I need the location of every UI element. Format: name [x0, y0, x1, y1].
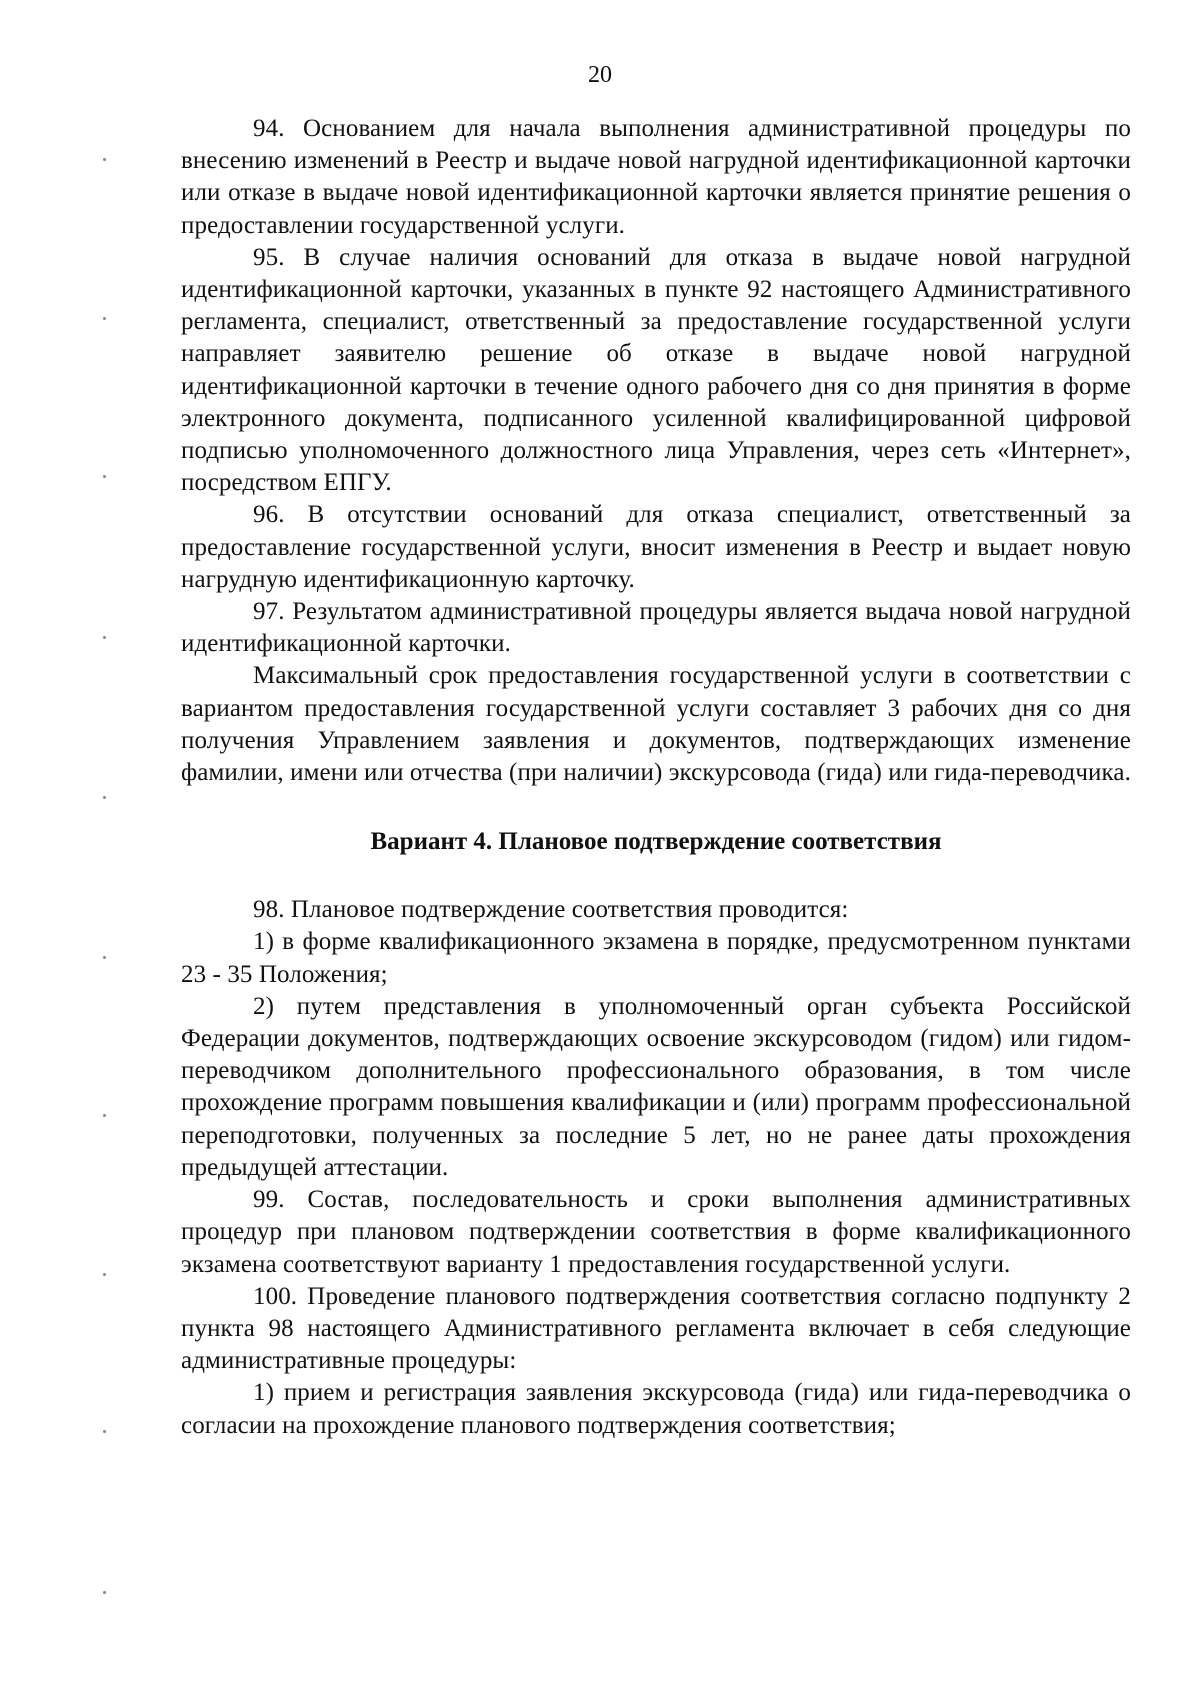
- margin-mark: [103, 158, 106, 161]
- document-body: [181, 113, 1131, 1442]
- paragraph-100: 100. Проведение планового подтверждения соответствия согласно подпункту 2 пункта 98 настоящего Административного регламента включает в себя следующие административные процедуры:: [181, 1282, 1131, 1375]
- section-heading: Вариант 4. Плановое подтверждение соответствия: [370, 828, 942, 856]
- margin-mark: [103, 475, 106, 478]
- paragraph-95: 95. В случае наличия оснований для отказа в выдаче новой нагрудной идентификационной карточки, указанных в пункте 92 настоящего Административного регламента, специалист, ответственный за предоставление государственной услуги направляет заявителю решение об отказе в выдаче новой нагрудной идентификационной карточки в течение одного рабочего дня со дня принятия в форме электронного документа, подписанного усиленной квалифицированной цифровой подписью уполномоченного должностного лица Управления, через сеть «Интернет», посредством ЕПГУ.: [181, 243, 1131, 497]
- margin-mark: [103, 317, 106, 320]
- margin-mark: [103, 796, 106, 799]
- margin-mark: [103, 1591, 106, 1594]
- margin-mark: [103, 1273, 106, 1276]
- margin-mark: [103, 1430, 106, 1433]
- paragraph-99: 99. Состав, последовательность и сроки выполнения административных процедур при плановом подтверждении соответствия в форме квалификационного экзамена соответствуют варианту 1 предоставления государственной услуги.: [181, 1186, 1131, 1278]
- paragraph-98: 98. Плановое подтверждение соответствия проводится:: [253, 896, 849, 924]
- page-number: 20: [588, 62, 612, 88]
- margin-mark: [103, 636, 106, 639]
- paragraph-100-item-1: 1) прием и регистрация заявления экскурсовода (гида) или гида-переводчика о согласии на прохождение планового подтверждения соответствия;: [181, 1379, 1131, 1439]
- margin-mark: [103, 1114, 106, 1117]
- paragraph-96: 96. В отсутствии оснований для отказа специалист, ответственный за предоставление государственной услуги, вносит изменения в Реестр и выдает новую нагрудную идентификационную карточку.: [181, 501, 1131, 593]
- paragraph-max-term: Максимальный срок предоставления государственной услуги в соответствии с вариантом предоставления государственной услуги составляет 3 рабочих дня со дня получения Управлением заявления и документов, подтверждающих изменение фамилии, имени или отчества (при наличии) экскурсовода (гида) или гида-переводчика.: [181, 662, 1131, 787]
- paragraph-94: 94. Основанием для начала выполнения административной процедуры по внесению изменений в Реестр и выдаче новой нагрудной идентификационной карточки или отказе в выдаче новой идентификационной карточки является принятие решения о предоставлении государственной услуги.: [181, 115, 1131, 239]
- paragraph-98-item-1: 1) в форме квалификационного экзамена в порядке, предусмотренном пунктами 23 - 35 Положения;: [181, 928, 1131, 988]
- paragraph-98-item-2: 2) путем представления в уполномоченный орган субъекта Российской Федерации документов, подтверждающих освоение экскурсоводом (гидом) или гидом-переводчиком дополнительного профессионального образования, в том числе прохождение программ повышения квалификации и (или) программ профессиональной переподготовки, полученных за последние 5 лет, но не ранее даты прохождения предыдущей аттестации.: [181, 992, 1131, 1181]
- margin-mark: [103, 956, 106, 959]
- paragraph-97: 97. Результатом административной процедуры является выдача новой нагрудной идентификационной карточки.: [181, 598, 1131, 658]
